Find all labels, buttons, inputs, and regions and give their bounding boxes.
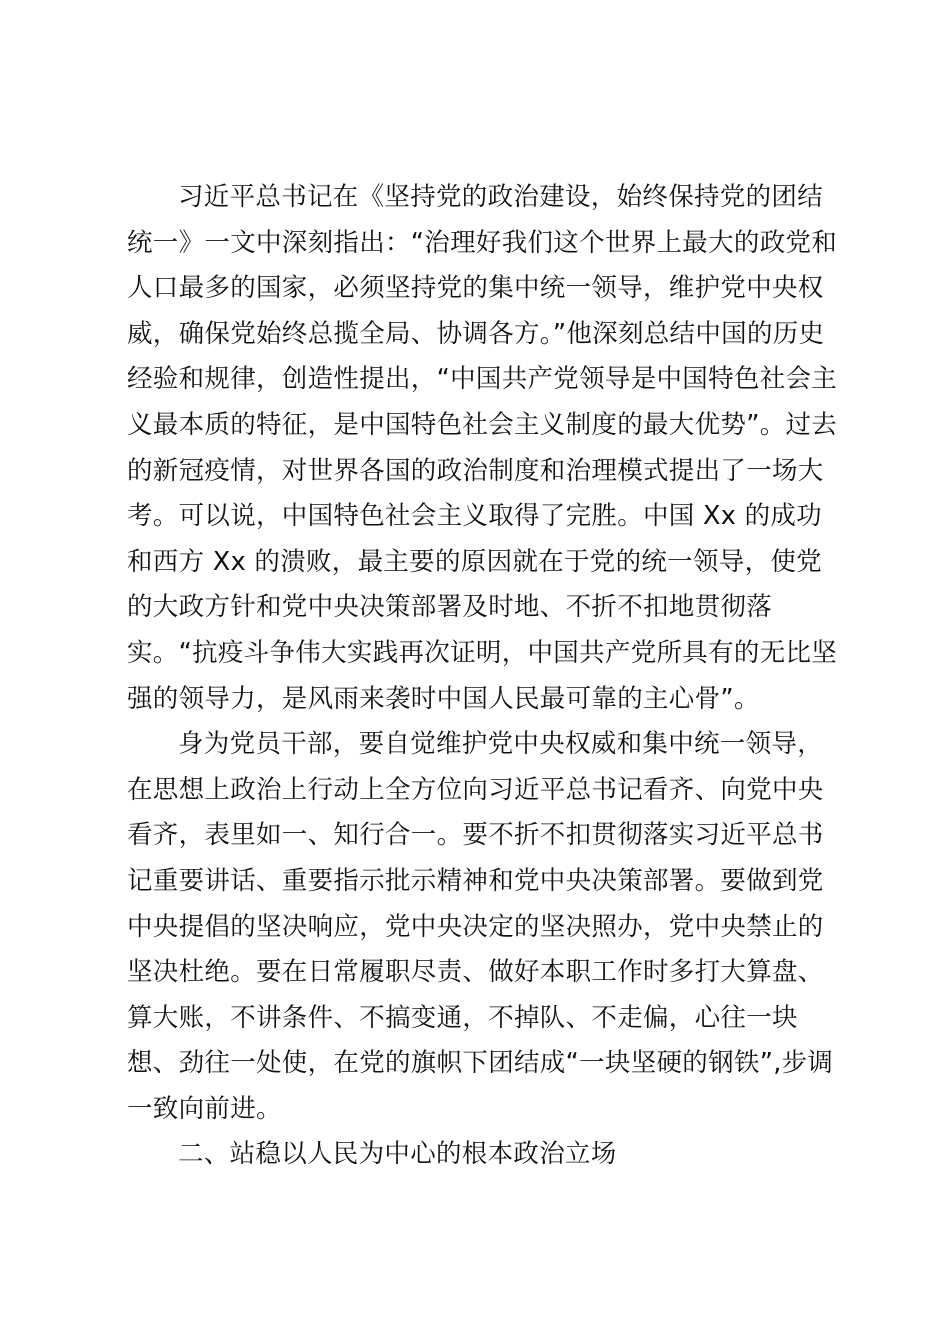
text-line: 考。可以说，中国特色社会主义取得了完胜。中国 Xx 的成功: [127, 501, 822, 532]
paragraph-party-members: [127, 722, 833, 1132]
text-line: 身为党员干部，要自觉维护党中央权威和集中统一领导，: [178, 729, 824, 760]
text-line: 的新冠疫情，对世界各国的政治制度和治理模式提出了一场大: [127, 455, 824, 486]
text-line: 人口最多的国家，必须坚持党的集中统一领导，维护党中央权: [127, 273, 824, 304]
text-line: 统一》一文中深刻指出：“治理好我们这个世界上最大的政党和: [127, 227, 838, 258]
paragraph-party-leadership: [127, 175, 838, 722]
text-line: 中央提倡的坚决响应，党中央决定的坚决照办，党中央禁止的: [127, 911, 824, 942]
document-body: [127, 175, 838, 1178]
text-line: 习近平总书记在《坚持党的政治建设，始终保持党的团结: [178, 182, 824, 212]
text-line: 的大政方针和党中央决策部署及时地、不折不扣地贯彻落: [127, 592, 773, 623]
text-line: 经验和规律，创造性提出，“中国共产党领导是中国特色社会主: [127, 364, 838, 395]
text-line: 和西方 Xx 的溃败，最主要的原因就在于党的统一领导，使党: [127, 546, 822, 577]
section-heading-text: 二、站稳以人民为中心的根本政治立场: [178, 1139, 617, 1170]
text-line: 想、劲往一处使，在党的旗帜下团结成“一块坚硬的钢铁”,步调: [127, 1048, 834, 1079]
text-line: 一致向前进。: [127, 1093, 282, 1124]
text-line: 义最本质的特征，是中国特色社会主义制度的最大优势”。过去: [127, 409, 838, 440]
text-line: 威，确保党始终总揽全局、协调各方。”他深刻总结中国的历史: [127, 318, 825, 349]
text-line: 实。“抗疫斗争伟大实践再次证明，中国共产党所具有的无比坚: [127, 637, 838, 668]
text-line: 在思想上政治上行动上全方位向习近平总书记看齐、向党中央: [127, 774, 824, 805]
text-line: 强的领导力，是风雨来袭时中国人民最可靠的主心骨”。: [127, 683, 760, 714]
text-line: 坚决杜绝。要在日常履职尽责、做好本职工作时多打大算盘、: [127, 957, 824, 988]
text-line: 算大账，不讲条件、不搞变通，不掉队、不走偏，心往一块: [127, 1002, 798, 1033]
text-line: 看齐，表里如一、知行合一。要不折不扣贯彻落实习近平总书: [127, 820, 824, 851]
text-line: 记重要讲话、重要指示批示精神和党中央决策部署。要做到党: [127, 865, 824, 896]
section-heading: [127, 1132, 833, 1178]
